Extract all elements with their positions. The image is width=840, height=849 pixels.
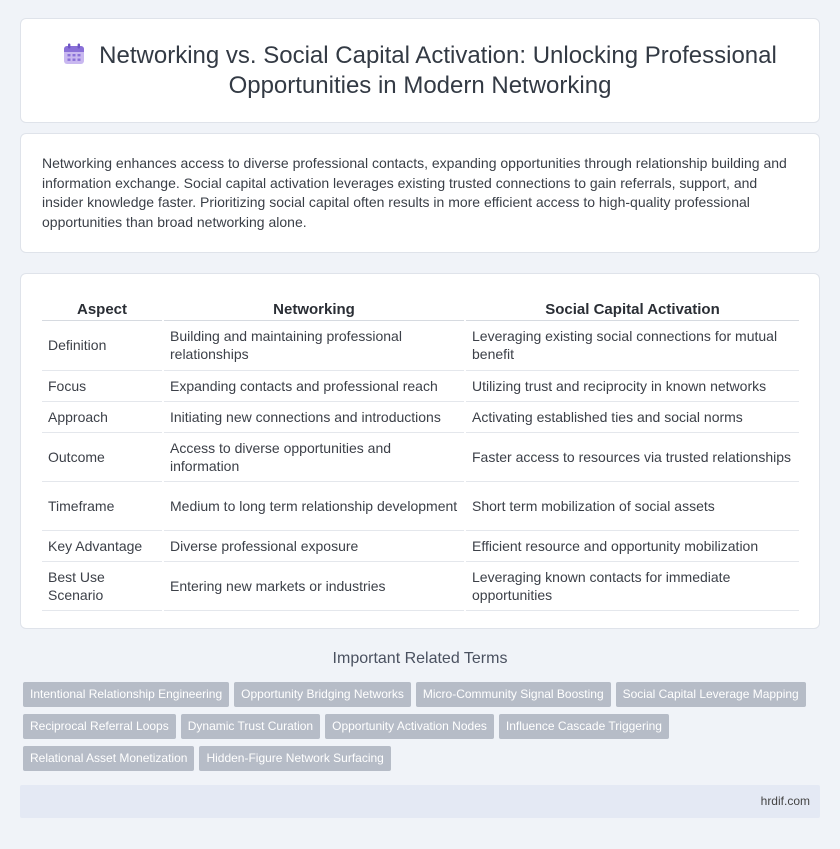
related-term-tag[interactable]: Micro-Community Signal Boosting <box>416 682 611 707</box>
page-title <box>21 41 819 101</box>
related-term-tag[interactable]: Dynamic Trust Curation <box>181 714 320 739</box>
table-cell: Access to diverse opportunities and information <box>163 432 465 481</box>
table-cell: Expanding contacts and professional reach <box>163 370 465 401</box>
table-cell: Leveraging known contacts for immediate opportunities <box>465 561 799 610</box>
table-cell: Diverse professional exposure <box>163 530 465 561</box>
comparison-table <box>42 292 799 611</box>
table-cell: Entering new markets or industries <box>163 561 465 610</box>
related-term-tag[interactable]: Opportunity Bridging Networks <box>234 682 411 707</box>
table-cell: Outcome <box>42 432 163 481</box>
title-line-1: Networking vs. Social Capital Activation: Unlocking Professional <box>99 42 777 69</box>
header-aspect: Aspect <box>42 292 163 320</box>
table-cell: Short term mobilization of social assets <box>465 481 799 530</box>
title-line-2: Opportunities in Modern Networking <box>228 72 612 99</box>
table-cell: Utilizing trust and reciprocity in known networks <box>465 370 799 401</box>
related-terms-list <box>23 682 823 778</box>
related-term-tag[interactable]: Intentional Relationship Engineering <box>23 682 229 707</box>
table-cell: Key Advantage <box>42 530 163 561</box>
related-term-tag[interactable]: Hidden-Figure Network Surfacing <box>199 746 390 771</box>
table-cell: Activating established ties and social norms <box>465 401 799 432</box>
table-cell: Building and maintaining professional relationships <box>163 320 465 370</box>
table-cell: Initiating new connections and introductions <box>163 401 465 432</box>
table-cell: Leveraging existing social connections for mutual benefit <box>465 320 799 370</box>
related-terms-title: Important Related Terms <box>332 650 508 667</box>
title-card <box>20 18 820 123</box>
table-row <box>42 370 799 401</box>
related-term-tag[interactable]: Influence Cascade Triggering <box>499 714 669 739</box>
comparison-card <box>20 273 820 629</box>
related-term-tag[interactable]: Opportunity Activation Nodes <box>325 714 494 739</box>
intro-paragraph: Networking enhances access to diverse professional contacts, expanding opportunities through relationship building and information exchange. Social capital activation leverages existing trusted connections to gain referrals, support, and insider knowledge faster. Prioritizing social capital often results in more efficient access to high-quality professional opportunities than broad networking alone. <box>42 155 787 230</box>
related-term-tag[interactable]: Social Capital Leverage Mapping <box>616 682 806 707</box>
table-row <box>42 530 799 561</box>
table-cell: Focus <box>42 370 163 401</box>
table-row <box>42 481 799 530</box>
header-networking: Networking <box>163 292 465 320</box>
table-cell: Best Use Scenario <box>42 561 163 610</box>
table-cell: Timeframe <box>42 481 163 530</box>
table-cell: Definition <box>42 320 163 370</box>
table-row <box>42 320 799 370</box>
table-header-row <box>42 292 799 320</box>
table-cell: Approach <box>42 401 163 432</box>
footer <box>20 785 820 818</box>
related-term-tag[interactable]: Relational Asset Monetization <box>23 746 194 771</box>
related-term-tag[interactable]: Reciprocal Referral Loops <box>23 714 176 739</box>
footer-site-link[interactable]: hrdif.com <box>760 794 810 808</box>
table-cell: Faster access to resources via trusted relationships <box>465 432 799 481</box>
header-social-capital: Social Capital Activation <box>465 292 799 320</box>
table-cell: Medium to long term relationship development <box>163 481 465 530</box>
table-row <box>42 432 799 481</box>
table-cell: Efficient resource and opportunity mobilization <box>465 530 799 561</box>
calendar-icon <box>63 43 85 65</box>
table-row <box>42 401 799 432</box>
table-row <box>42 561 799 610</box>
intro-card <box>20 133 820 253</box>
